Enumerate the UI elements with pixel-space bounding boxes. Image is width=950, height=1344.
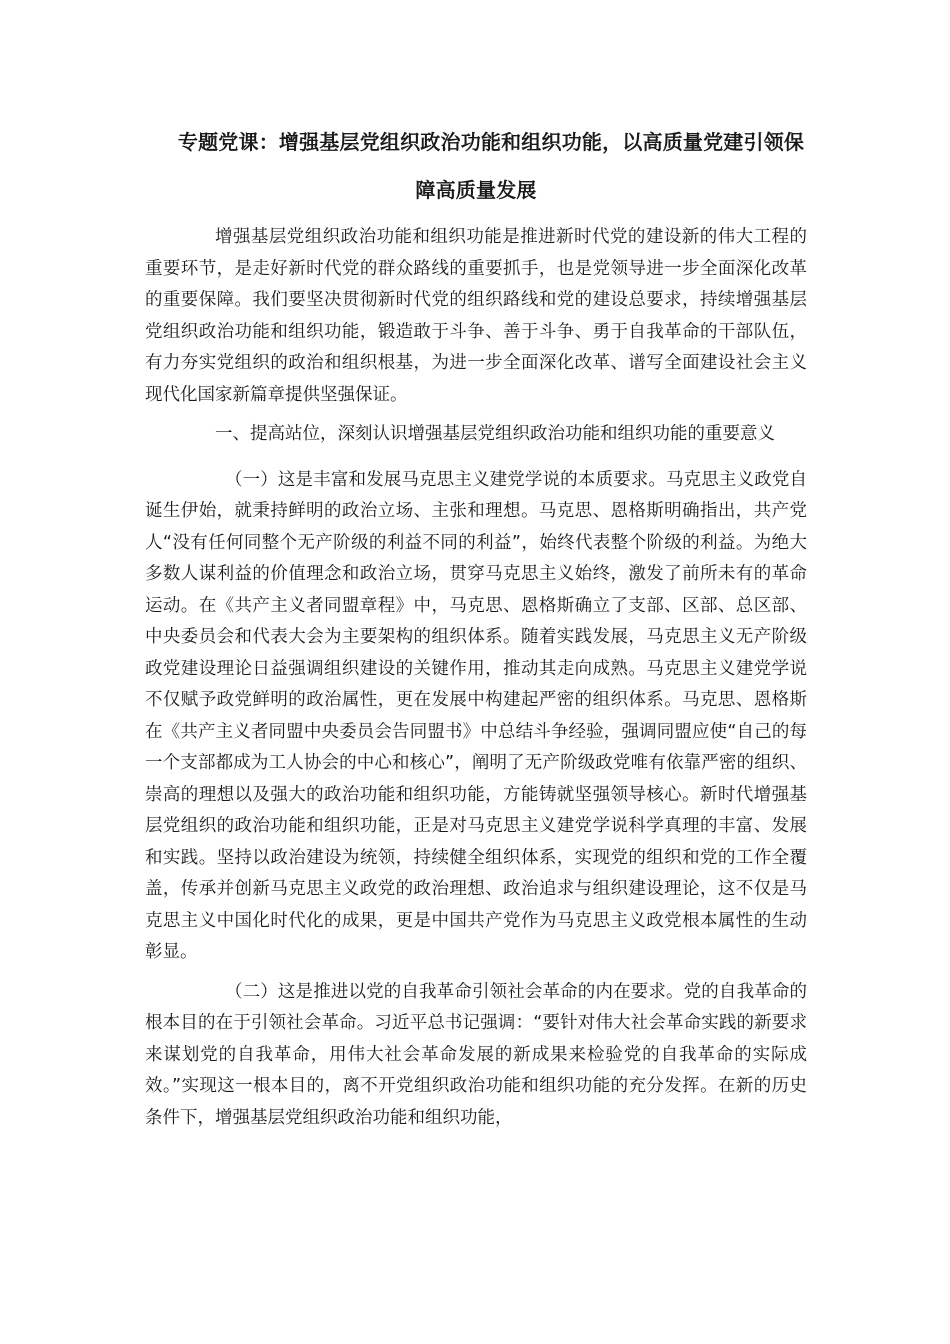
intro-paragraph: 增强基层党组织政治功能和组织功能是推进新时代党的建设新的伟大工程的重要环节，是走好新时代党的群众路线的重要抓手，也是党领导进一步全面深化改革的重要保障。我们要坚决贯彻新时代党的组织路线和党的建设总要求，持续增强基层党组织政治功能和组织功能，锻造敢于斗争、善于斗争、勇于自我革命的干部队伍，有力夯实党组织的政治和组织根基，为进一步全面深化改革、谱写全面建设社会主义现代化国家新篇章提供坚强保证。 (145, 227, 807, 405)
subsection-paragraph-2: （二）这是推进以党的自我革命引领社会革命的内在要求。党的自我革命的根本目的在于引领社会革命。习近平总书记强调：“要针对伟大社会革命实践的新要求来谋划党的自我革命，用伟大社会革命发展的新成果来检验党的自我革命的实际成效。”实现这一根本目的，离不开党组织政治功能和组织功能的充分发挥。在新的历史条件下，增强基层党组织政治功能和组织功能， (145, 981, 807, 1128)
subsection-paragraph-1: （一）这是丰富和发展马克思主义建党学说的本质要求。马克思主义政党自诞生伊始，就秉持鲜明的政治立场、主张和理想。马克思、恩格斯明确指出，共产党人“没有任何同整个无产阶级的利益不同的利益”，始终代表整个阶级的利益。为绝大多数人谋利益的价值理念和政治立场，贯穿马克思主义始终，激发了前所未有的革命运动。在《共产主义者同盟章程》中，马克思、恩格斯确立了支部、区部、总区部、中央委员会和代表大会为主要架构的组织体系。随着实践发展，马克思主义无产阶级政党建设理论日益强调组织建设的关键作用，推动其走向成熟。马克思主义建党学说不仅赋予政党鲜明的政治属性，更在发展中构建起严密的组织体系。马克思、恩格斯在《共产主义者同盟中央委员会告同盟书》中总结斗争经验，强调同盟应使“自己的每一个支部都成为工人协会的中心和核心”，阐明了无产阶级政党唯有依靠严密的组织、崇高的理想以及强大的政治功能和组织功能，方能铸就坚强领导核心。新时代增强基层党组织的政治功能和组织功能，正是对马克思主义建党学说科学真理的丰富、发展和实践。坚持以政治建设为统领，持续健全组织体系，实现党的组织和党的工作全覆盖，传承并创新马克思主义政党的政治理想、政治追求与组织建设理论，这不仅是马克思主义中国化时代化的成果，更是中国共产党作为马克思主义政党根本属性的生动彰显。 (145, 469, 807, 962)
section-heading: 一、提高站位，深刻认识增强基层党组织政治功能和组织功能的重要意义 (215, 424, 775, 444)
document-title: 专题党课：增强基层党组织政治功能和组织功能，以高质量党建引领保障高质量发展 (177, 130, 805, 202)
document-page (145, 118, 807, 1134)
